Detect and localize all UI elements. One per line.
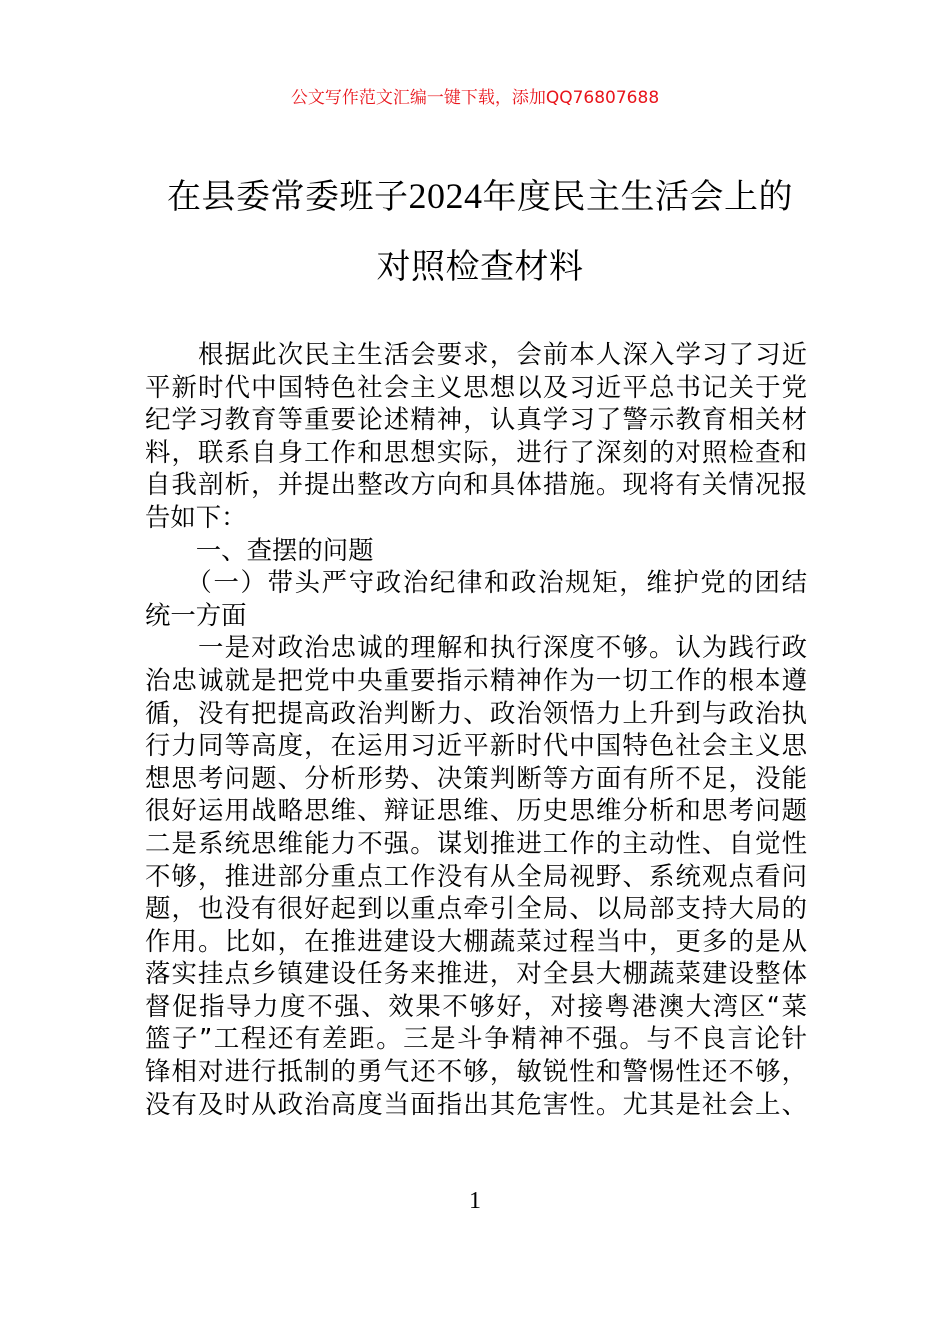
body-line: 纪学习教育等重要论述精神，认真学习了警示教育相关材 — [145, 404, 807, 435]
body-line: 行力同等高度，在运用习近平新时代中国特色社会主义思 — [145, 730, 807, 761]
subsection-heading: （一）带头严守政治纪律和政治规矩，维护党的团结 — [145, 567, 807, 598]
document-title-line-1 — [140, 176, 820, 217]
download-watermark: 公文写作范文汇编一键下载，添加QQ76807688 — [290, 88, 660, 108]
body-line: 不够，推进部分重点工作没有从全局视野、系统观点看问 — [145, 860, 807, 891]
body-line: 自我剖析，并提出整改方向和具体措施。现将有关情况报 — [145, 469, 807, 500]
body-line: 很好运用战略思维、辩证思维、历史思维分析和思考问题 — [145, 795, 807, 826]
body-line: 想思考问题、分析形势、决策判断等方面有所不足，没能 — [145, 762, 807, 793]
body-line: 二是系统思维能力不强。谋划推进工作的主动性、自觉性 — [145, 827, 807, 858]
page-number: 1 — [469, 1188, 481, 1214]
title-suffix: 年度民主生活会上的 — [482, 177, 793, 217]
body-line: 作用。比如，在推进建设大棚蔬菜过程当中，更多的是从 — [145, 925, 807, 956]
body-line: 平新时代中国特色社会主义思想以及习近平总书记关于党 — [145, 371, 807, 402]
body-line: 治忠诚就是把党中央重要指示精神作为一切工作的根本遵 — [145, 664, 807, 695]
body-line: 督促指导力度不强、效果不够好，对接粤港澳大湾区“菜 — [145, 990, 807, 1021]
document-title-line-2: 对照检查材料 — [376, 247, 584, 287]
subsection-heading-cont: 统一方面 — [145, 599, 247, 630]
body-line: 没有及时从政治高度当面指出其危害性。尤其是社会上、 — [145, 1088, 807, 1119]
body-line: 一是对政治忠诚的理解和执行深度不够。认为践行政 — [145, 632, 807, 663]
section-heading: 一、查摆的问题 — [145, 534, 374, 565]
body-line: 题，也没有很好起到以重点牵引全局、以局部支持大局的 — [145, 893, 807, 924]
body-line: 告如下： — [145, 501, 247, 532]
body-line: 落实挂点乡镇建设任务来推进，对全县大棚蔬菜建设整体 — [145, 958, 807, 989]
body-line: 料，联系自身工作和思想实际，进行了深刻的对照检查和 — [145, 436, 807, 467]
body-line: 根据此次民主生活会要求，会前本人深入学习了习近 — [145, 339, 807, 369]
document-body — [145, 338, 807, 1120]
body-line: 循，没有把提高政治判断力、政治领悟力上升到与政治执 — [145, 697, 807, 728]
title-prefix: 在县委常委班子 — [167, 177, 409, 217]
title-year: 2024 — [408, 176, 483, 216]
body-line: 篮子”工程还有差距。三是斗争精神不强。与不良言论针 — [145, 1023, 807, 1054]
body-line: 锋相对进行抵制的勇气还不够，敏锐性和警惕性还不够， — [145, 1056, 807, 1087]
